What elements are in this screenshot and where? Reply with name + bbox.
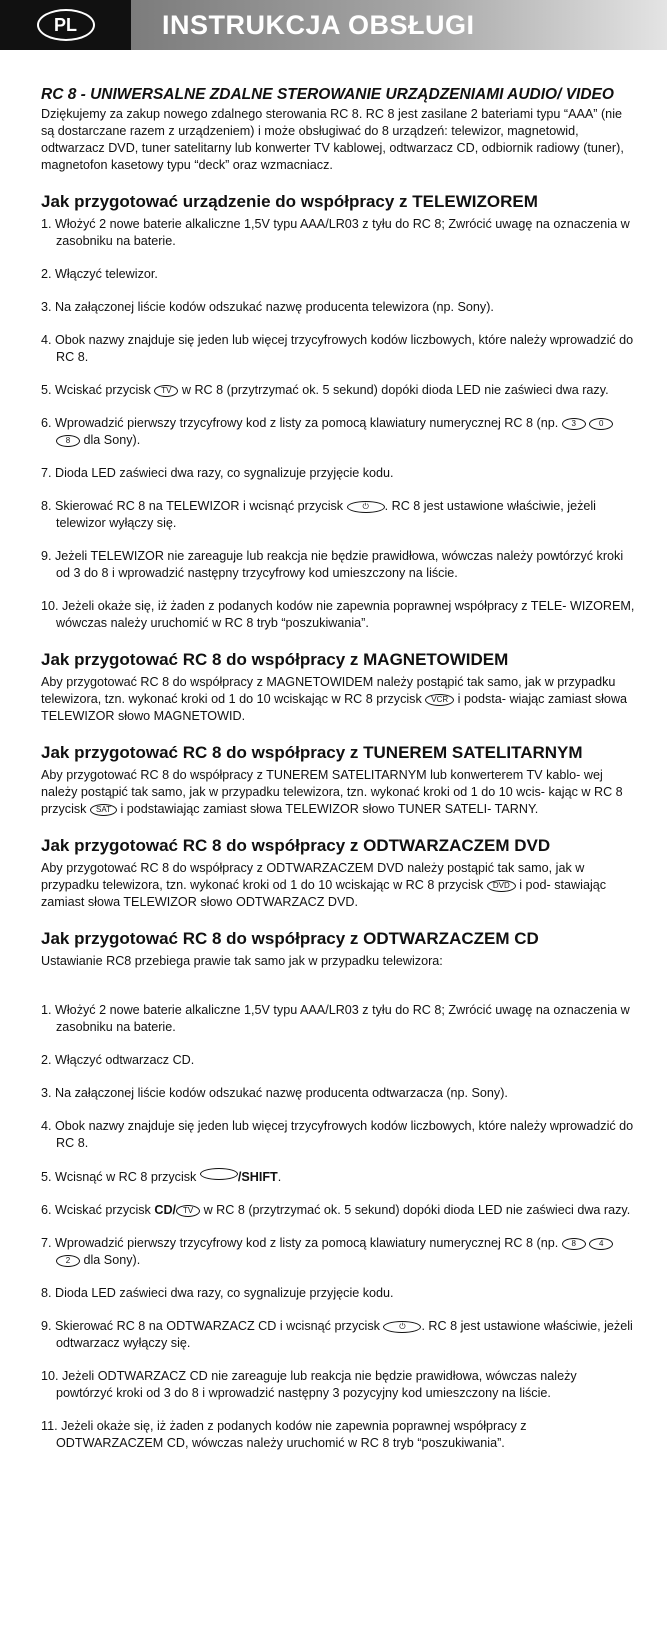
tv-step-8-text-b: . RC 8 jest ustawione właściwie, jeżeli telewizor wyłączy się. bbox=[56, 499, 596, 530]
digit-8-button-icon: 8 bbox=[562, 1238, 586, 1250]
vcr-text bbox=[41, 674, 635, 725]
digit-0-button-icon: 0 bbox=[589, 418, 613, 430]
vcr-heading: Jak przygotować RC 8 do współpracy z MAGNETOWIDEM bbox=[41, 650, 509, 669]
cd-intro: Ustawianie RC8 przebiega prawie tak samo jak w przypadku telewizora: bbox=[41, 954, 443, 968]
cd-power-button-icon: ⏻ bbox=[383, 1321, 421, 1333]
shift-button-icon bbox=[200, 1168, 238, 1180]
section-sat bbox=[41, 743, 635, 818]
manual-title: INSTRUKCJA OBSŁUGI bbox=[131, 0, 667, 50]
dvd-text-b: i pod- stawiając zamiast słowa TELEWIZOR słowo ODTWARZACZ DVD. bbox=[41, 878, 607, 909]
intro-heading: RC 8 - UNIWERSALNE ZDALNE STEROWANIE URZĄDZENIAMI AUDIO/ VIDEO bbox=[41, 86, 614, 103]
cd-step-5-text-c: . bbox=[277, 1170, 282, 1184]
sat-text-b: i podstawiając zamiast słowa TELEWIZOR słowo TUNER SATELI- TARNY. bbox=[120, 802, 539, 816]
cd-step-10: 10. Jeżeli ODTWARZACZ CD nie zareaguje lub reakcja nie będzie prawidłowa, wówczas należy powtórzyć kroki od 3 do 8 i wprowadzić następny 3 pozycyjny kod umieszczony na liście. bbox=[41, 1369, 577, 1400]
tv-step-4: 4. Obok nazwy znajduje się jeden lub więcej trzycyfrowych kodów liczbowych, które należy wprowadzić do RC 8. bbox=[41, 333, 634, 364]
cd-step-11: 11. Jeżeli okaże się, iż żaden z podanych kodów nie zapewnia poprawnej współpracy z ODTWARZACZEM CD, wówczas należy uruchomić w RC 8 tryb “poszukiwania”. bbox=[41, 1419, 527, 1450]
vcr-text-a: Aby przygotować RC 8 do współpracy z MAGNETOWIDEM należy postąpić tak samo, jak w przypadku telewizora, tzn. wykonać kroki od 1 do 10 wciskając w RC 8 przycisk bbox=[41, 675, 616, 706]
tv-step-3: 3. Na załączonej liście kodów odszukać nazwę producenta telewizora (np. Sony). bbox=[41, 300, 494, 314]
vcr-text-b: i podsta- wiając zamiast słowa TELEWIZOR słowo MAGNETOWID. bbox=[41, 692, 628, 723]
tv-step-8-text-a: 8. Skierować RC 8 na TELEWIZOR i wcisnąć przycisk bbox=[41, 499, 344, 513]
page-header bbox=[0, 0, 667, 50]
tv-steps bbox=[41, 216, 635, 632]
cd-step-7-text-a: 7. Wprowadzić pierwszy trzycyfrowy kod z listy za pomocą klawiatury numerycznej RC 8 (np. bbox=[41, 1236, 559, 1250]
language-badge: PL bbox=[37, 9, 95, 41]
tv-step-8 bbox=[41, 498, 635, 532]
cd-tv-button-icon: TV bbox=[176, 1205, 200, 1217]
tv-step-6-text-a: 6. Wprowadzić pierwszy trzycyfrowy kod z listy za pomocą klawiatury numerycznej RC 8 (np. bbox=[41, 416, 559, 430]
dvd-button-icon: DVD bbox=[487, 880, 516, 892]
section-vcr bbox=[41, 650, 635, 725]
tv-step-5 bbox=[41, 382, 635, 399]
cd-step-9 bbox=[41, 1318, 635, 1352]
cd-heading: Jak przygotować RC 8 do współpracy z ODTWARZACZEM CD bbox=[41, 929, 539, 948]
sat-button-icon: SAT bbox=[90, 804, 117, 816]
tv-step-5-text-b: w RC 8 (przytrzymać ok. 5 sekund) dopóki dioda LED nie zaświeci dwa razy. bbox=[181, 383, 609, 397]
digit-4-button-icon: 4 bbox=[589, 1238, 613, 1250]
dvd-text bbox=[41, 860, 635, 911]
tv-step-9: 9. Jeżeli TELEWIZOR nie zareaguje lub reakcja nie będzie prawidłowa, wówczas należy powtórzyć kroki od 3 do 8 i wprowadzić następny trzycyfrowy kod umieszczony na liście. bbox=[41, 549, 624, 580]
intro-text: Dziękujemy za zakup nowego zdalnego sterowania RC 8. RC 8 jest zasilane 2 bateriami typu “AAA” (nie są dostarczane razem z urządzeniem) i może obsługiwać do 8 urządzeń: telewizor, magnetowid, odtwarzacz DVD, tuner satelitarny lub konwerter TV kablowej, odtwarzacz CD, odbiornik radiowy (tuner), magnetofon kasetowy typu “deck” oraz wzmacniacz. bbox=[41, 107, 624, 172]
cd-step-6 bbox=[41, 1202, 635, 1219]
tv-step-7: 7. Dioda LED zaświeci dwa razy, co sygnalizuje przyjęcie kodu. bbox=[41, 466, 394, 480]
tv-heading: Jak przygotować urządzenie do współpracy z TELEWIZOREM bbox=[41, 192, 538, 211]
cd-label: CD/ bbox=[154, 1203, 177, 1217]
tv-step-2: 2. Włączyć telewizor. bbox=[41, 267, 158, 281]
cd-step-8: 8. Dioda LED zaświeci dwa razy, co sygnalizuje przyjęcie kodu. bbox=[41, 1286, 394, 1300]
sat-heading: Jak przygotować RC 8 do współpracy z TUNEREM SATELITARNYM bbox=[41, 743, 583, 762]
section-tv bbox=[41, 192, 635, 632]
vcr-button-icon: VCR bbox=[425, 694, 454, 706]
section-cd bbox=[41, 929, 635, 1452]
digit-3-button-icon: 3 bbox=[562, 418, 586, 430]
tv-step-5-text-a: 5. Wciskać przycisk bbox=[41, 383, 151, 397]
digit-2-button-icon: 2 bbox=[56, 1255, 80, 1267]
cd-step-2: 2. Włączyć odtwarzacz CD. bbox=[41, 1053, 195, 1067]
language-badge-block bbox=[0, 0, 131, 50]
sat-text-a: Aby przygotować RC 8 do współpracy z TUNEREM SATELITARNYM lub konwerterem TV kablo- wej należy postąpić tak samo, jak w przypadku telewizora, tzn. wykonać kroki od 1 do 10 wcis- kając w RC 8 przycisk bbox=[41, 768, 623, 816]
cd-step-1: 1. Włożyć 2 nowe baterie alkaliczne 1,5V typu AAA/LR03 z tyłu do RC 8; Zwrócić uwagę na oznaczenia w zasobniku na baterie. bbox=[41, 1003, 630, 1034]
cd-step-5-text-a: 5. Wcisnąć w RC 8 przycisk bbox=[41, 1170, 197, 1184]
cd-step-5 bbox=[41, 1168, 635, 1186]
digit-8-button-icon: 8 bbox=[56, 435, 80, 447]
tv-step-1: 1. Włożyć 2 nowe baterie alkaliczne 1,5V typu AAA/LR03 z tyłu do RC 8; Zwrócić uwagę na oznaczenia w zasobniku na baterie. bbox=[41, 217, 630, 248]
cd-step-3: 3. Na załączonej liście kodów odszukać nazwę producenta odtwarzacza (np. Sony). bbox=[41, 1086, 508, 1100]
power-button-icon: ⏻ bbox=[347, 501, 385, 513]
cd-step-4: 4. Obok nazwy znajduje się jeden lub więcej trzycyfrowych kodów liczbowych, które należy wprowadzić do RC 8. bbox=[41, 1119, 634, 1150]
dvd-heading: Jak przygotować RC 8 do współpracy z ODTWARZACZEM DVD bbox=[41, 836, 551, 855]
tv-step-6-text-b: dla Sony). bbox=[83, 433, 141, 447]
cd-step-7-text-b: dla Sony). bbox=[83, 1253, 141, 1267]
tv-button-icon: TV bbox=[154, 385, 178, 397]
tv-step-6 bbox=[41, 415, 635, 449]
cd-steps bbox=[41, 1002, 635, 1452]
sat-text bbox=[41, 767, 635, 818]
cd-step-7 bbox=[41, 1235, 635, 1269]
dvd-text-a: Aby przygotować RC 8 do współpracy z ODTWARZACZEM DVD należy postąpić tak samo, jak w przypadku telewizora, tzn. wykonać kroki od 1 do 10 wciskając w RC 8 przycisk bbox=[41, 861, 585, 892]
cd-step-6-text-a: 6. Wciskać przycisk bbox=[41, 1203, 151, 1217]
tv-step-10: 10. Jeżeli okaże się, iż żaden z podanych kodów nie zapewnia poprawnej współpracy z TELE- WIZOREM, wówczas należy uruchomić w RC 8 tryb “poszukiwania”. bbox=[41, 599, 635, 630]
shift-label: /SHIFT bbox=[237, 1170, 278, 1184]
cd-step-9-text-b: . RC 8 jest ustawione właściwie, jeżeli odtwarzacz wyłączy się. bbox=[56, 1319, 633, 1350]
cd-step-6-text-c: w RC 8 (przytrzymać ok. 5 sekund) dopóki dioda LED nie zaświeci dwa razy. bbox=[203, 1203, 631, 1217]
manual-content bbox=[41, 86, 635, 1452]
cd-step-9-text-a: 9. Skierować RC 8 na ODTWARZACZ CD i wcisnąć przycisk bbox=[41, 1319, 380, 1333]
section-dvd bbox=[41, 836, 635, 911]
